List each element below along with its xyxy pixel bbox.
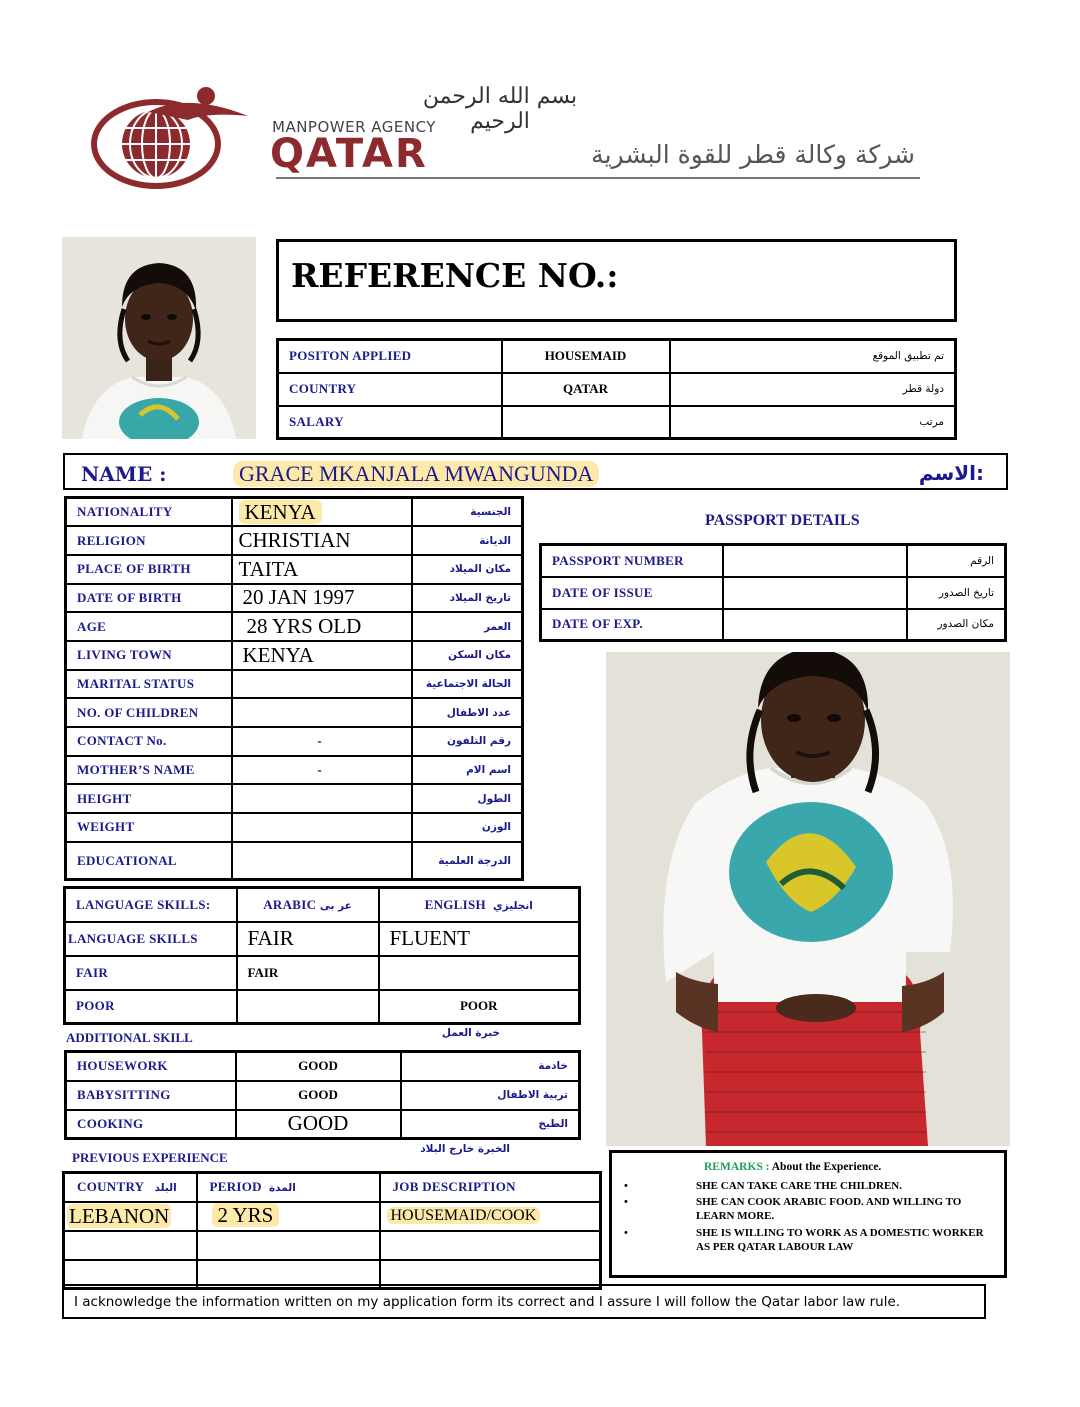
table-row bbox=[66, 813, 523, 842]
table-row bbox=[278, 406, 956, 439]
agency-name-arabic: شركة وكالة قطر للقوة البشرية bbox=[591, 140, 915, 169]
age-value: 28 YRS OLD bbox=[232, 612, 412, 641]
educational-ar: الدرجة العلمية bbox=[412, 842, 523, 880]
name-value: GRACE MKANJALA MWANGUNDA bbox=[233, 461, 599, 487]
nationality-value: KENYA bbox=[239, 500, 322, 524]
table-row bbox=[66, 526, 523, 555]
header-divider bbox=[276, 177, 920, 179]
children-label: NO. OF CHILDREN bbox=[66, 698, 232, 727]
table-row bbox=[64, 1231, 601, 1260]
salary-label: SALARY bbox=[278, 406, 502, 439]
religion-ar: الديانة bbox=[412, 526, 523, 555]
table-row bbox=[66, 1110, 580, 1139]
table-row bbox=[541, 577, 1006, 609]
table-row bbox=[65, 888, 580, 922]
marital-status-value bbox=[232, 670, 412, 699]
table-row bbox=[64, 1202, 601, 1231]
housework-ar: خادمة bbox=[401, 1052, 580, 1081]
table-row bbox=[64, 1173, 601, 1202]
additional-skill-title-ar: خبرة العمل bbox=[441, 1027, 500, 1039]
name-label: NAME : bbox=[81, 462, 167, 486]
table-row bbox=[278, 340, 956, 373]
date-of-exp-ar: مكان الصدور bbox=[907, 609, 1006, 641]
nationality-ar: الجنسية bbox=[412, 498, 523, 527]
date-of-issue-label: DATE OF ISSUE bbox=[541, 577, 723, 609]
position-applied-value: HOUSEMAID bbox=[502, 340, 670, 373]
remarks-subtitle: About the Experience. bbox=[771, 1161, 882, 1173]
date-of-exp-value bbox=[723, 609, 907, 641]
language-skills-row-label: LANGUAGE SKILLS bbox=[65, 922, 237, 956]
place-of-birth-label: PLACE OF BIRTH bbox=[66, 555, 232, 584]
weight-value bbox=[232, 813, 412, 842]
table-row bbox=[66, 842, 523, 880]
mothers-name-ar: اسم الام bbox=[412, 756, 523, 785]
date-of-issue-value bbox=[723, 577, 907, 609]
exp-period-value: 2 YRS bbox=[212, 1203, 280, 1227]
date-of-birth-label: DATE OF BIRTH bbox=[66, 584, 232, 613]
arabic-head: ARABIC bbox=[263, 896, 317, 912]
height-value bbox=[232, 784, 412, 813]
contact-label: CONTACT No. bbox=[66, 727, 232, 756]
remarks-box: REMARKS : About the Experience. • SHE CAN TAKE CARE THE CHILDREN. • SHE CAN COOK ARABIC FOOD. AND WILLING TO LEARN MORE. • SHE IS WILLING TO WORK AS A DOMESTIC WORKER AS PER QATAR LABOUR LAW bbox=[609, 1150, 1007, 1278]
mothers-name-label: MOTHER’S NAME bbox=[66, 756, 232, 785]
additional-skill-title: ADDITIONAL SKILL bbox=[66, 1030, 193, 1045]
applicant-photo-portrait bbox=[62, 237, 256, 439]
poor-arabic bbox=[237, 990, 379, 1024]
arabic-level: FAIR bbox=[237, 922, 379, 956]
table-row bbox=[65, 990, 580, 1024]
english-level: FLUENT bbox=[379, 922, 580, 956]
babysitting-value: GOOD bbox=[236, 1081, 401, 1110]
exp-country-head: COUNTRY bbox=[77, 1179, 144, 1195]
babysitting-label: BABYSITTING bbox=[66, 1081, 236, 1110]
table-row bbox=[66, 1081, 580, 1110]
living-town-label: LIVING TOWN bbox=[66, 641, 232, 670]
cooking-ar: الطبخ bbox=[401, 1110, 580, 1139]
reference-number-label: REFERENCE NO.: bbox=[291, 256, 619, 295]
previous-experience-title-ar: الخبرة خارج البلاد bbox=[420, 1143, 510, 1155]
religion-label: RELIGION bbox=[66, 526, 232, 555]
table-row bbox=[541, 609, 1006, 641]
passport-table bbox=[539, 543, 1007, 642]
country-value: QATAR bbox=[502, 373, 670, 406]
table-row bbox=[66, 727, 523, 756]
acknowledgement-box bbox=[62, 1284, 986, 1319]
age-label: AGE bbox=[66, 612, 232, 641]
name-bar bbox=[63, 453, 1008, 490]
cooking-value: GOOD bbox=[236, 1110, 401, 1139]
table-row bbox=[66, 784, 523, 813]
place-of-birth-ar: مكان الميلاد bbox=[412, 555, 523, 584]
table-row bbox=[66, 756, 523, 785]
date-of-birth-value: 20 JAN 1997 bbox=[232, 584, 412, 613]
table-row bbox=[66, 612, 523, 641]
table-row bbox=[66, 1052, 580, 1081]
english-head: ENGLISH bbox=[424, 896, 486, 912]
table-row bbox=[66, 698, 523, 727]
weight-label: WEIGHT bbox=[66, 813, 232, 842]
housework-value: GOOD bbox=[236, 1052, 401, 1081]
personal-details-table bbox=[64, 496, 524, 881]
table-row bbox=[66, 584, 523, 613]
table-row bbox=[66, 498, 523, 527]
agency-name-big: QATAR bbox=[270, 131, 428, 177]
language-skills-table bbox=[63, 886, 581, 1025]
height-ar: الطول bbox=[412, 784, 523, 813]
religion-value: CHRISTIAN bbox=[232, 526, 412, 555]
poor-english: POOR bbox=[379, 990, 580, 1024]
living-town-value: KENYA bbox=[232, 641, 412, 670]
marital-status-ar: الحالة الاجتماعية bbox=[412, 670, 523, 699]
table-row bbox=[66, 641, 523, 670]
babysitting-ar: تربية الاطفال bbox=[401, 1081, 580, 1110]
bullet-icon: • bbox=[624, 1180, 628, 1192]
remarks-title: REMARKS : bbox=[704, 1161, 770, 1173]
arabic-head-ar: عر بى bbox=[319, 899, 352, 912]
position-applied-ar: تم تطبيق الموقع bbox=[670, 340, 956, 373]
cooking-label: COOKING bbox=[66, 1110, 236, 1139]
exp-job-value: HOUSEMAID/COOK bbox=[387, 1207, 541, 1224]
contact-ar: رقم التلفون bbox=[412, 727, 523, 756]
table-row bbox=[65, 922, 580, 956]
date-of-birth-ar: تاريخ الميلاد bbox=[412, 584, 523, 613]
fair-arabic: FAIR bbox=[237, 956, 379, 990]
exp-period-head: PERIOD bbox=[209, 1179, 262, 1195]
poor-row-label: POOR bbox=[65, 990, 237, 1024]
salary-ar: مرتب bbox=[670, 406, 956, 439]
name-ar: :الاسم bbox=[918, 461, 984, 485]
exp-period-head-ar: المدة bbox=[268, 1182, 296, 1195]
country-ar: دولة قطر bbox=[670, 373, 956, 406]
living-town-ar: مكان السكن bbox=[412, 641, 523, 670]
salary-value bbox=[502, 406, 670, 439]
country-label: COUNTRY bbox=[278, 373, 502, 406]
table-row bbox=[65, 956, 580, 990]
age-ar: العمر bbox=[412, 612, 523, 641]
children-value bbox=[232, 698, 412, 727]
educational-label: EDUCATIONAL bbox=[66, 842, 232, 880]
previous-experience-title: PREVIOUS EXPERIENCE bbox=[72, 1150, 228, 1165]
children-ar: عدد الاطفال bbox=[412, 698, 523, 727]
weight-ar: الوزن bbox=[412, 813, 523, 842]
housework-label: HOUSEWORK bbox=[66, 1052, 236, 1081]
passport-number-ar: الرقم bbox=[907, 545, 1006, 577]
date-of-exp-label: DATE OF EXP. bbox=[541, 609, 723, 641]
date-of-issue-ar: تاريخ الصدور bbox=[907, 577, 1006, 609]
exp-country-head-ar: البلد bbox=[154, 1182, 177, 1195]
fair-english bbox=[379, 956, 580, 990]
agency-name-small: MANPOWER AGENCY bbox=[272, 118, 436, 136]
educational-value bbox=[232, 842, 412, 880]
reference-number-box bbox=[276, 239, 957, 322]
acknowledgement-text: I acknowledge the information written on my application form its correct and I assure I will follow the Qatar labor law rule. bbox=[74, 1294, 901, 1310]
english-head-ar: انجليزي bbox=[493, 899, 533, 912]
marital-status-label: MARITAL STATUS bbox=[66, 670, 232, 699]
exp-country-value: LEBANON bbox=[69, 1203, 170, 1228]
bullet-icon: • bbox=[624, 1196, 628, 1208]
position-table bbox=[276, 338, 957, 440]
bismillah-calligraphy: بسم الله الرحمن الرحيم bbox=[422, 84, 578, 134]
place-of-birth-value: TAITA bbox=[232, 555, 412, 584]
exp-job-head: JOB DESCRIPTION bbox=[380, 1173, 601, 1202]
fair-row-label: FAIR bbox=[65, 956, 237, 990]
passport-number-label: PASSPORT NUMBER bbox=[541, 545, 723, 577]
additional-skills-table bbox=[64, 1050, 581, 1140]
bullet-icon: • bbox=[624, 1227, 628, 1239]
agency-logo-icon bbox=[88, 82, 258, 192]
experience-table bbox=[62, 1171, 602, 1290]
nationality-label: NATIONALITY bbox=[66, 498, 232, 527]
language-skills-head: LANGUAGE SKILLS: bbox=[65, 888, 237, 922]
position-applied-label: POSITON APPLIED bbox=[278, 340, 502, 373]
table-row bbox=[278, 373, 956, 406]
table-row bbox=[541, 545, 1006, 577]
mothers-name-value: - bbox=[232, 756, 412, 785]
height-label: HEIGHT bbox=[66, 784, 232, 813]
passport-details-title: PASSPORT DETAILS bbox=[705, 512, 860, 529]
contact-value: - bbox=[232, 727, 412, 756]
passport-number-value bbox=[723, 545, 907, 577]
table-row bbox=[66, 670, 523, 699]
table-row bbox=[66, 555, 523, 584]
applicant-photo-full bbox=[606, 652, 1010, 1146]
